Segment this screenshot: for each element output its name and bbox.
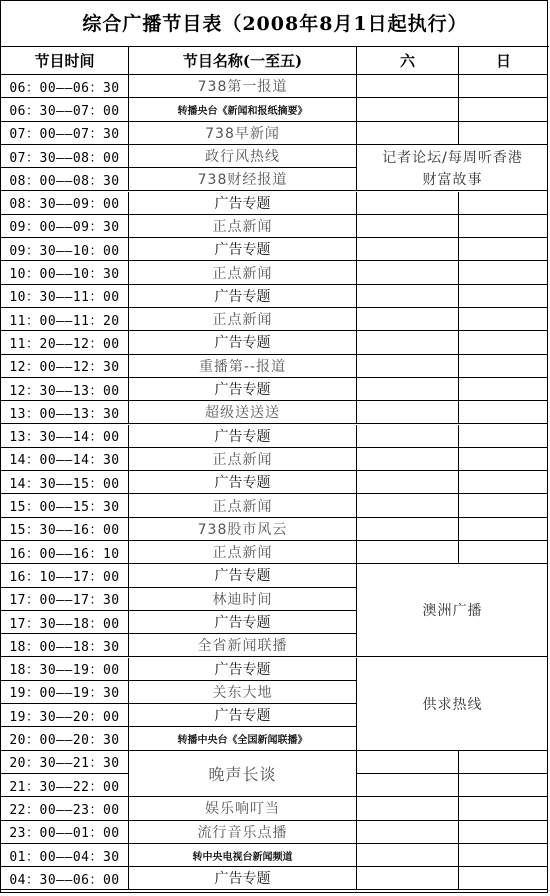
sunday-cell [459,448,548,471]
time-slot: 20：30——21：30 [1,751,129,774]
sunday-cell [459,238,548,261]
program-name: 738早新闻 [129,122,357,145]
saturday-cell [357,401,459,424]
time-slot: 10：30——11：00 [1,285,129,308]
sunday-cell [459,331,548,354]
program-name: 转播央台《新闻和报纸摘要》 [129,98,357,121]
saturday-cell [357,98,459,121]
saturday-cell [357,867,459,890]
sunday-cell [459,192,548,215]
program-name: 正点新闻 [129,308,357,331]
program-name: 广告专题 [129,611,357,634]
sunday-cell [459,401,548,424]
time-slot: 16：00——16：10 [1,541,129,564]
saturday-cell [357,122,459,145]
sunday-cell [459,821,548,844]
program-name: 广告专题 [129,564,357,587]
program-name: 政行风热线 [129,145,357,168]
program-name: 正点新闻 [129,448,357,471]
time-slot: 23：00——01：00 [1,821,129,844]
saturday-cell [357,541,459,564]
time-slot: 07：00——07：30 [1,122,129,145]
sunday-cell [459,75,548,98]
time-slot: 17：00——17：30 [1,588,129,611]
saturday-cell [357,448,459,471]
time-slot: 21：30——22：00 [1,774,129,797]
saturday-cell [357,821,459,844]
time-slot: 11：20——12：00 [1,331,129,354]
saturday-cell [357,215,459,238]
program-name: 重播第--报道 [129,355,357,378]
saturday-cell [357,238,459,261]
time-slot: 20：00——20：30 [1,727,129,750]
time-slot: 15：30——16：00 [1,518,129,541]
saturday-cell [357,192,459,215]
time-slot: 13：30——14：00 [1,425,129,448]
saturday-cell [357,494,459,517]
program-name: 转播中央台《全国新闻联播》 [129,727,357,750]
weekend-program: 财富故事 [357,168,548,191]
time-slot: 14：00——14：30 [1,448,129,471]
time-slot: 06：00——06：30 [1,75,129,98]
saturday-cell [357,425,459,448]
sunday-cell [459,494,548,517]
program-name: 738财经报道 [129,168,357,191]
saturday-cell [357,75,459,98]
program-name: 关东大地 [129,681,357,704]
time-slot: 18：00——18：30 [1,634,129,657]
program-name: 广告专题 [129,192,357,215]
sunday-cell [459,518,548,541]
program-name: 正点新闻 [129,541,357,564]
header-time: 节目时间 [1,47,129,75]
saturday-cell [357,285,459,308]
saturday-cell [357,774,459,797]
program-name: 正点新闻 [129,215,357,238]
saturday-cell [357,331,459,354]
sunday-cell [459,867,548,890]
sunday-cell [459,215,548,238]
sunday-cell [459,541,548,564]
time-slot: 07：30——08：00 [1,145,129,168]
program-name: 林迪时间 [129,588,357,611]
time-slot: 19：00——19：30 [1,681,129,704]
header-program: 节目名称(一至五) [129,47,357,75]
saturday-cell [357,844,459,867]
sunday-cell [459,844,548,867]
time-slot: 14：30——15：00 [1,471,129,494]
program-name: 晚声长谈 [129,751,357,798]
program-name: 广告专题 [129,867,357,890]
time-slot: 11：00——11：20 [1,308,129,331]
time-slot: 18：30——19：00 [1,658,129,681]
sunday-cell [459,122,548,145]
program-name: 娱乐响叮当 [129,797,357,820]
time-slot: 09：30——10：00 [1,238,129,261]
saturday-cell [357,355,459,378]
sunday-cell [459,774,548,797]
time-slot: 19：30——20：00 [1,704,129,727]
program-name: 738第一报道 [129,75,357,98]
time-slot: 12：00——12：30 [1,355,129,378]
sunday-cell [459,261,548,284]
time-slot: 22：00——23：00 [1,797,129,820]
time-slot: 04：30——06：00 [1,867,129,890]
time-slot: 17：30——18：00 [1,611,129,634]
sunday-cell [459,308,548,331]
time-slot: 16：10——17：00 [1,564,129,587]
saturday-cell [357,261,459,284]
time-slot: 10：00——10：30 [1,261,129,284]
time-slot: 01：00——04：30 [1,844,129,867]
time-slot: 15：00——15：30 [1,494,129,517]
program-name: 流行音乐点播 [129,821,357,844]
header-saturday: 六 [357,47,459,75]
program-name: 转中央电视台新闻频道 [129,844,357,867]
program-name: 738股市风云 [129,518,357,541]
saturday-cell [357,308,459,331]
saturday-cell [357,751,459,774]
saturday-cell [357,518,459,541]
program-name: 广告专题 [129,658,357,681]
program-name: 全省新闻联播 [129,634,357,657]
time-slot: 08：00——08：30 [1,168,129,191]
program-name: 广告专题 [129,425,357,448]
saturday-cell [357,471,459,494]
program-name: 广告专题 [129,704,357,727]
program-name: 广告专题 [129,238,357,261]
program-name: 广告专题 [129,378,357,401]
time-slot: 09：00——09：30 [1,215,129,238]
weekend-program: 供求热线 [357,658,548,751]
sunday-cell [459,98,548,121]
sunday-cell [459,471,548,494]
sunday-cell [459,378,548,401]
time-slot: 06：30——07：00 [1,98,129,121]
sunday-cell [459,355,548,378]
sunday-cell [459,751,548,774]
sunday-cell [459,425,548,448]
weekend-program: 记者论坛/每周听香港 [382,149,523,166]
sunday-cell [459,797,548,820]
header-sunday: 日 [459,47,548,75]
program-name: 广告专题 [129,285,357,308]
program-name: 广告专题 [129,331,357,354]
saturday-cell [357,797,459,820]
page-title: 综合广播节目表（2008年8月1日起执行） [1,1,549,47]
saturday-cell [357,378,459,401]
time-slot: 08：30——09：00 [1,192,129,215]
program-name: 超级送送送 [129,401,357,424]
time-slot: 13：00——13：30 [1,401,129,424]
sunday-cell [459,285,548,308]
program-name: 正点新闻 [129,494,357,517]
time-slot: 12：30——13：00 [1,378,129,401]
weekend-program: 澳洲广播 [357,564,548,657]
program-name: 正点新闻 [129,261,357,284]
program-name: 广告专题 [129,471,357,494]
